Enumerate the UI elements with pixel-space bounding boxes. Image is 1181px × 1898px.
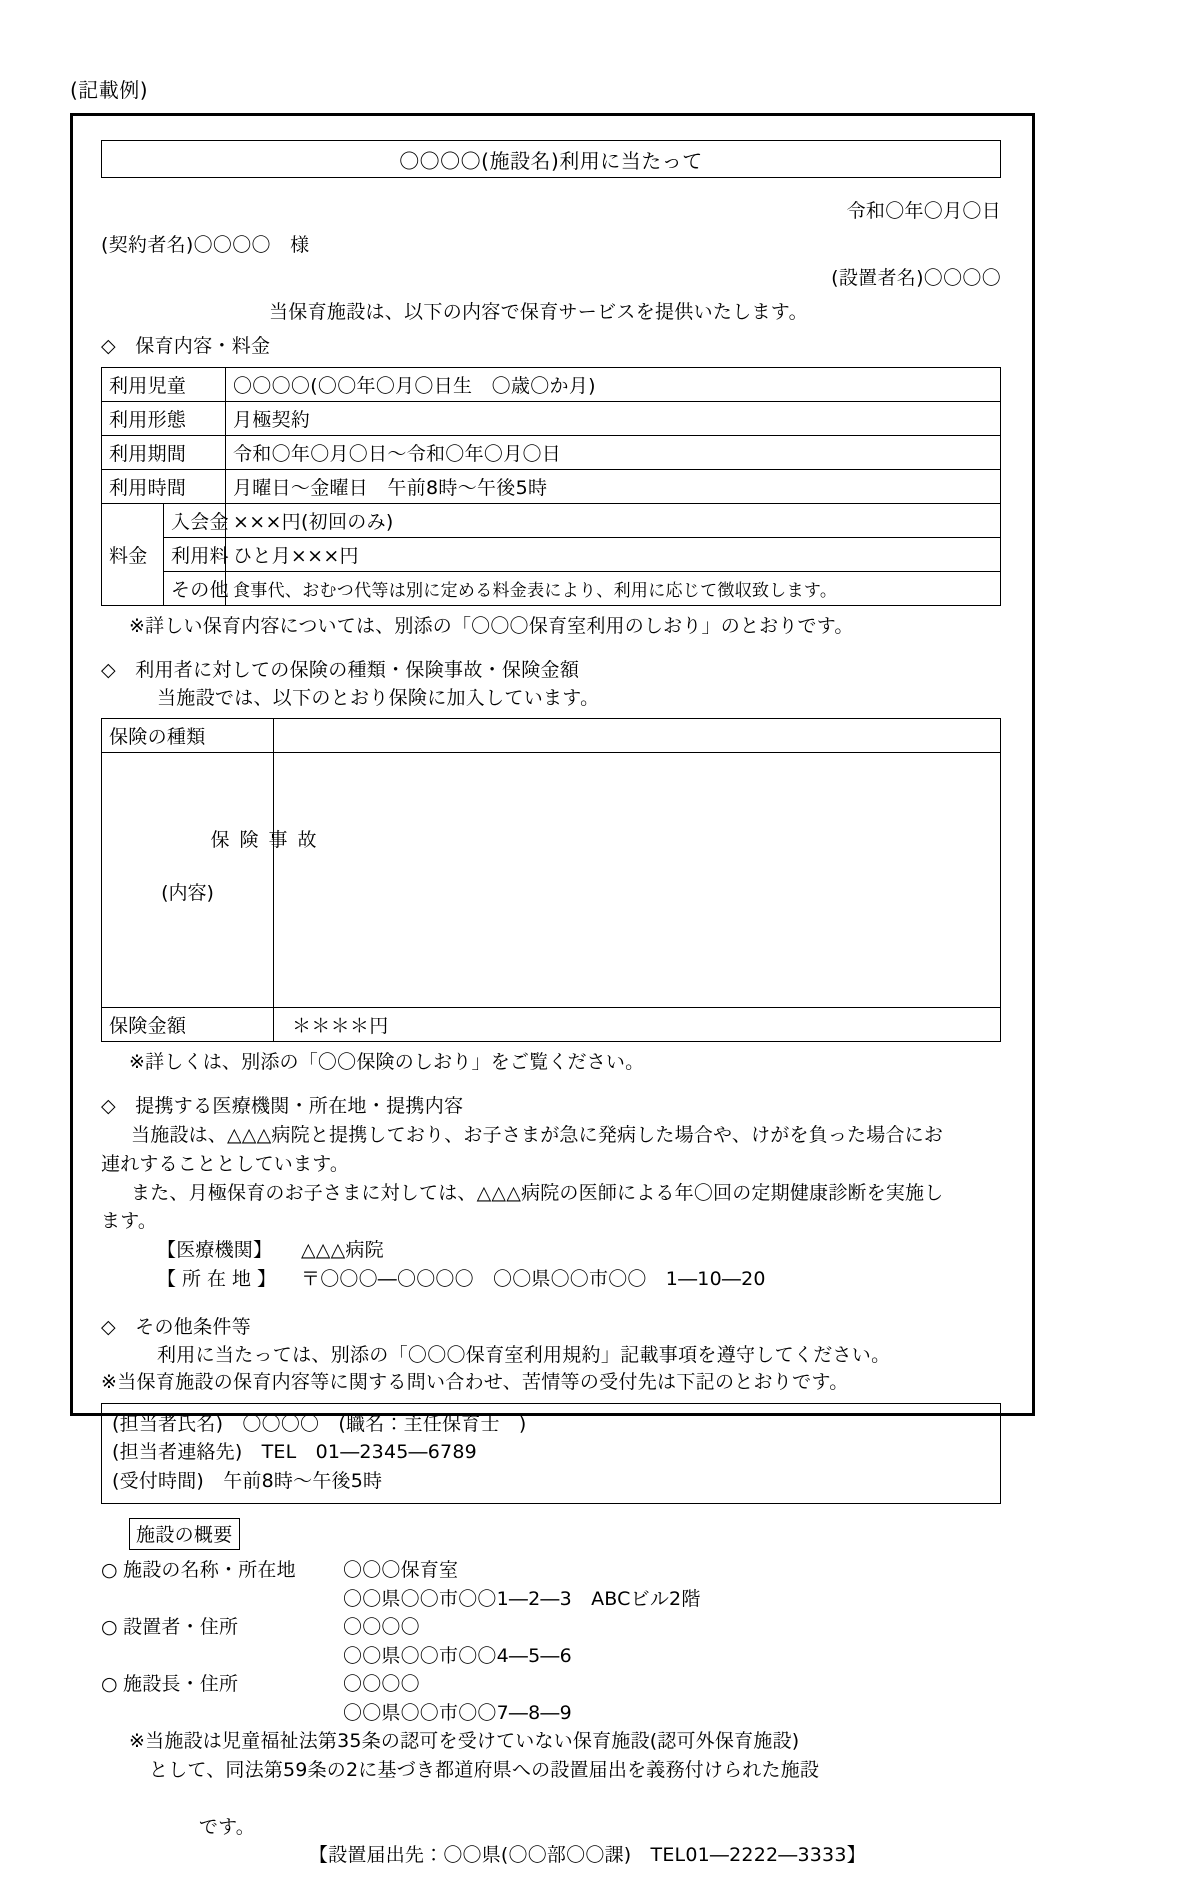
other-note: ※当保育施設の保育内容等に関する問い合わせ、苦情等の受付先は下記のとおりです。 <box>101 1371 849 1394</box>
contact-hours-line: (受付時間) 午前8時～午後5時 <box>112 1469 383 1492</box>
care-fee-row-label-0: 入会金 <box>164 503 226 537</box>
document-outer-frame <box>70 113 1035 1867</box>
care-section-note: ※詳しい保育内容については、別添の「〇〇〇保育室利用のしおり」のとおりです。 <box>129 614 854 637</box>
overview-key-2: 施設長・住所 <box>123 1673 239 1696</box>
overview-item-2 <box>101 1670 1001 1699</box>
table-row <box>102 1007 1001 1041</box>
overview-subvalue-0: 〇〇県〇〇市〇〇1―2―3 ABCビル2階 <box>343 1587 701 1610</box>
care-fee-row-value-2: 食事代、おむつ代等は別に定める料金表により、利用に応じて徴収致します。 <box>226 571 1001 605</box>
section-care-heading: ◇ 保育内容・料金 <box>101 335 271 358</box>
section-other-heading: ◇ その他条件等 <box>101 1316 252 1339</box>
document-lead-sentence: 当保育施設は、以下の内容で保育サービスを提供いたします。 <box>269 300 808 323</box>
example-label: (記載例) <box>70 78 149 102</box>
overview-sub-pad-1 <box>101 1642 343 1671</box>
care-fee-row-label-1: 利用料 <box>164 537 226 571</box>
table-row <box>102 367 1001 401</box>
overview-subvalue-row-1 <box>101 1642 1001 1671</box>
care-row-value-1: 月極契約 <box>226 401 1001 435</box>
overview-footnote-line3-row <box>101 1784 1001 1898</box>
table-row <box>102 469 1001 503</box>
insurance-row-label-1-sub: (内容) <box>161 882 214 905</box>
document-sender: (設置者名)〇〇〇〇 <box>831 267 1001 290</box>
table-row <box>102 719 1001 753</box>
medical-address-row <box>101 1265 1001 1294</box>
document-date: 令和〇年〇月〇日 <box>846 200 1001 222</box>
care-row-value-2: 令和〇年〇月〇日～令和〇年〇月〇日 <box>226 435 1001 469</box>
insurance-row-label-2: 保険金額 <box>102 1007 274 1041</box>
table-row <box>102 753 1001 1008</box>
medical-para2-line2: ます。 <box>101 1210 158 1233</box>
insurance-section-note: ※詳しくは、別添の「〇〇保険のしおり」をご覧ください。 <box>129 1050 645 1073</box>
contact-box <box>101 1403 1001 1505</box>
insurance-lead: 当施設では、以下のとおり保険に加入しています。 <box>157 686 600 709</box>
table-row <box>102 435 1001 469</box>
overview-sub-pad-2 <box>101 1699 343 1728</box>
overview-footnote-line3-right: 【設置届出先：〇〇県(〇〇部〇〇課) TEL01―2222―3333】 <box>308 1844 866 1867</box>
section-insurance-heading: ◇ 利用者に対しての保険の種類・保険事故・保険金額 <box>101 659 580 682</box>
table-row <box>102 503 1001 537</box>
care-row-label-1: 利用形態 <box>102 401 226 435</box>
document-title: 〇〇〇〇(施設名)利用に当たって <box>399 148 703 173</box>
overview-bullet-1: ○ <box>101 1616 118 1639</box>
medical-institution-row <box>101 1236 1001 1265</box>
care-fee-label: 料金 <box>102 503 164 605</box>
insurance-row-value-2: ＊＊＊＊円 <box>274 1007 1001 1041</box>
medical-institution-value: △△△病院 <box>301 1239 384 1262</box>
table-row <box>102 401 1001 435</box>
care-content-table <box>101 367 1001 606</box>
medical-address-value: 〒〇〇〇―〇〇〇〇 〇〇県〇〇市〇〇 1―10―20 <box>301 1267 766 1290</box>
insurance-row-label-1 <box>102 753 327 1008</box>
care-row-label-0: 利用児童 <box>102 367 226 401</box>
insurance-row-label-0: 保険の種類 <box>102 719 274 753</box>
care-row-value-3: 月曜日～金曜日 午前8時～午後5時 <box>226 469 1001 503</box>
care-row-label-2: 利用期間 <box>102 435 226 469</box>
other-para: 利用に当たっては、別添の「〇〇〇保育室利用規約」記載事項を遵守してください。 <box>157 1343 891 1366</box>
contact-tel-line: (担当者連絡先) TEL 01―2345―6789 <box>112 1441 477 1464</box>
overview-badge-wrap <box>101 1518 1001 1550</box>
care-fee-row-value-1: ひと月×××円 <box>226 537 1001 571</box>
insurance-table <box>101 718 1001 1042</box>
overview-subvalue-row-0 <box>101 1585 1001 1614</box>
insurance-row-label-1-main: 保険事故 <box>210 828 327 851</box>
insurance-row-value-1 <box>274 753 1001 1008</box>
medical-para1-line1: 当施設は、△△△病院と提携しており、お子さまが急に発病した場合や、けがを負った場合にお <box>131 1123 944 1146</box>
overview-subvalue-1: 〇〇県〇〇市〇〇4―5―6 <box>343 1644 572 1667</box>
document-title-box <box>101 140 1001 178</box>
overview-subvalue-2: 〇〇県〇〇市〇〇7―8―9 <box>343 1701 572 1724</box>
insurance-row-value-0 <box>274 719 1001 753</box>
overview-footnote-line3: です。 <box>198 1815 256 1838</box>
care-row-label-3: 利用時間 <box>102 469 226 503</box>
document-recipient: (契約者名)〇〇〇〇 様 <box>101 233 310 256</box>
overview-value-2: 〇〇〇〇 <box>343 1673 420 1696</box>
overview-subvalue-row-2 <box>101 1699 1001 1728</box>
overview-value-1: 〇〇〇〇 <box>343 1616 420 1639</box>
medical-address-label: 【所在地】 <box>157 1267 283 1290</box>
medical-institution-label: 【医療機関】 <box>157 1239 273 1262</box>
table-row <box>102 571 1001 605</box>
care-row-value-0: 〇〇〇〇(〇〇年〇月〇日生 〇歳〇か月) <box>226 367 1001 401</box>
medical-para2-line1: また、月極保育のお子さまに対しては、△△△病院の医師による年〇回の定期健康診断を実施し <box>131 1181 944 1204</box>
overview-footnote-line2: として、同法第59条の2に基づき都道府県への設置届出を義務付けられた施設 <box>149 1758 820 1781</box>
overview-key-1: 設置者・住所 <box>123 1616 239 1639</box>
overview-item-1 <box>101 1613 1001 1642</box>
table-row <box>102 537 1001 571</box>
contact-name-line: (担当者氏名) 〇〇〇〇 (職名：主任保育士 ) <box>112 1412 527 1435</box>
overview-key-0: 施設の名称・所在地 <box>123 1559 296 1582</box>
overview-item-0 <box>101 1556 1001 1585</box>
overview-bullet-2: ○ <box>101 1673 118 1696</box>
overview-sub-pad-0 <box>101 1585 343 1614</box>
section-medical-heading: ◇ 提携する医療機関・所在地・提携内容 <box>101 1095 464 1118</box>
document-inner-content <box>101 140 1001 1898</box>
medical-para1-line2: 連れすることとしています。 <box>101 1152 350 1175</box>
overview-badge: 施設の概要 <box>129 1518 240 1550</box>
overview-footnote-line1: ※当施設は児童福祉法第35条の認可を受けていない保育施設(認可外保育施設) <box>129 1730 800 1753</box>
overview-bullet-0: ○ <box>101 1559 118 1582</box>
care-fee-row-value-0: ×××円(初回のみ) <box>226 503 1001 537</box>
overview-value-0: 〇〇〇保育室 <box>343 1559 459 1582</box>
care-fee-row-label-2: その他 <box>164 571 226 605</box>
